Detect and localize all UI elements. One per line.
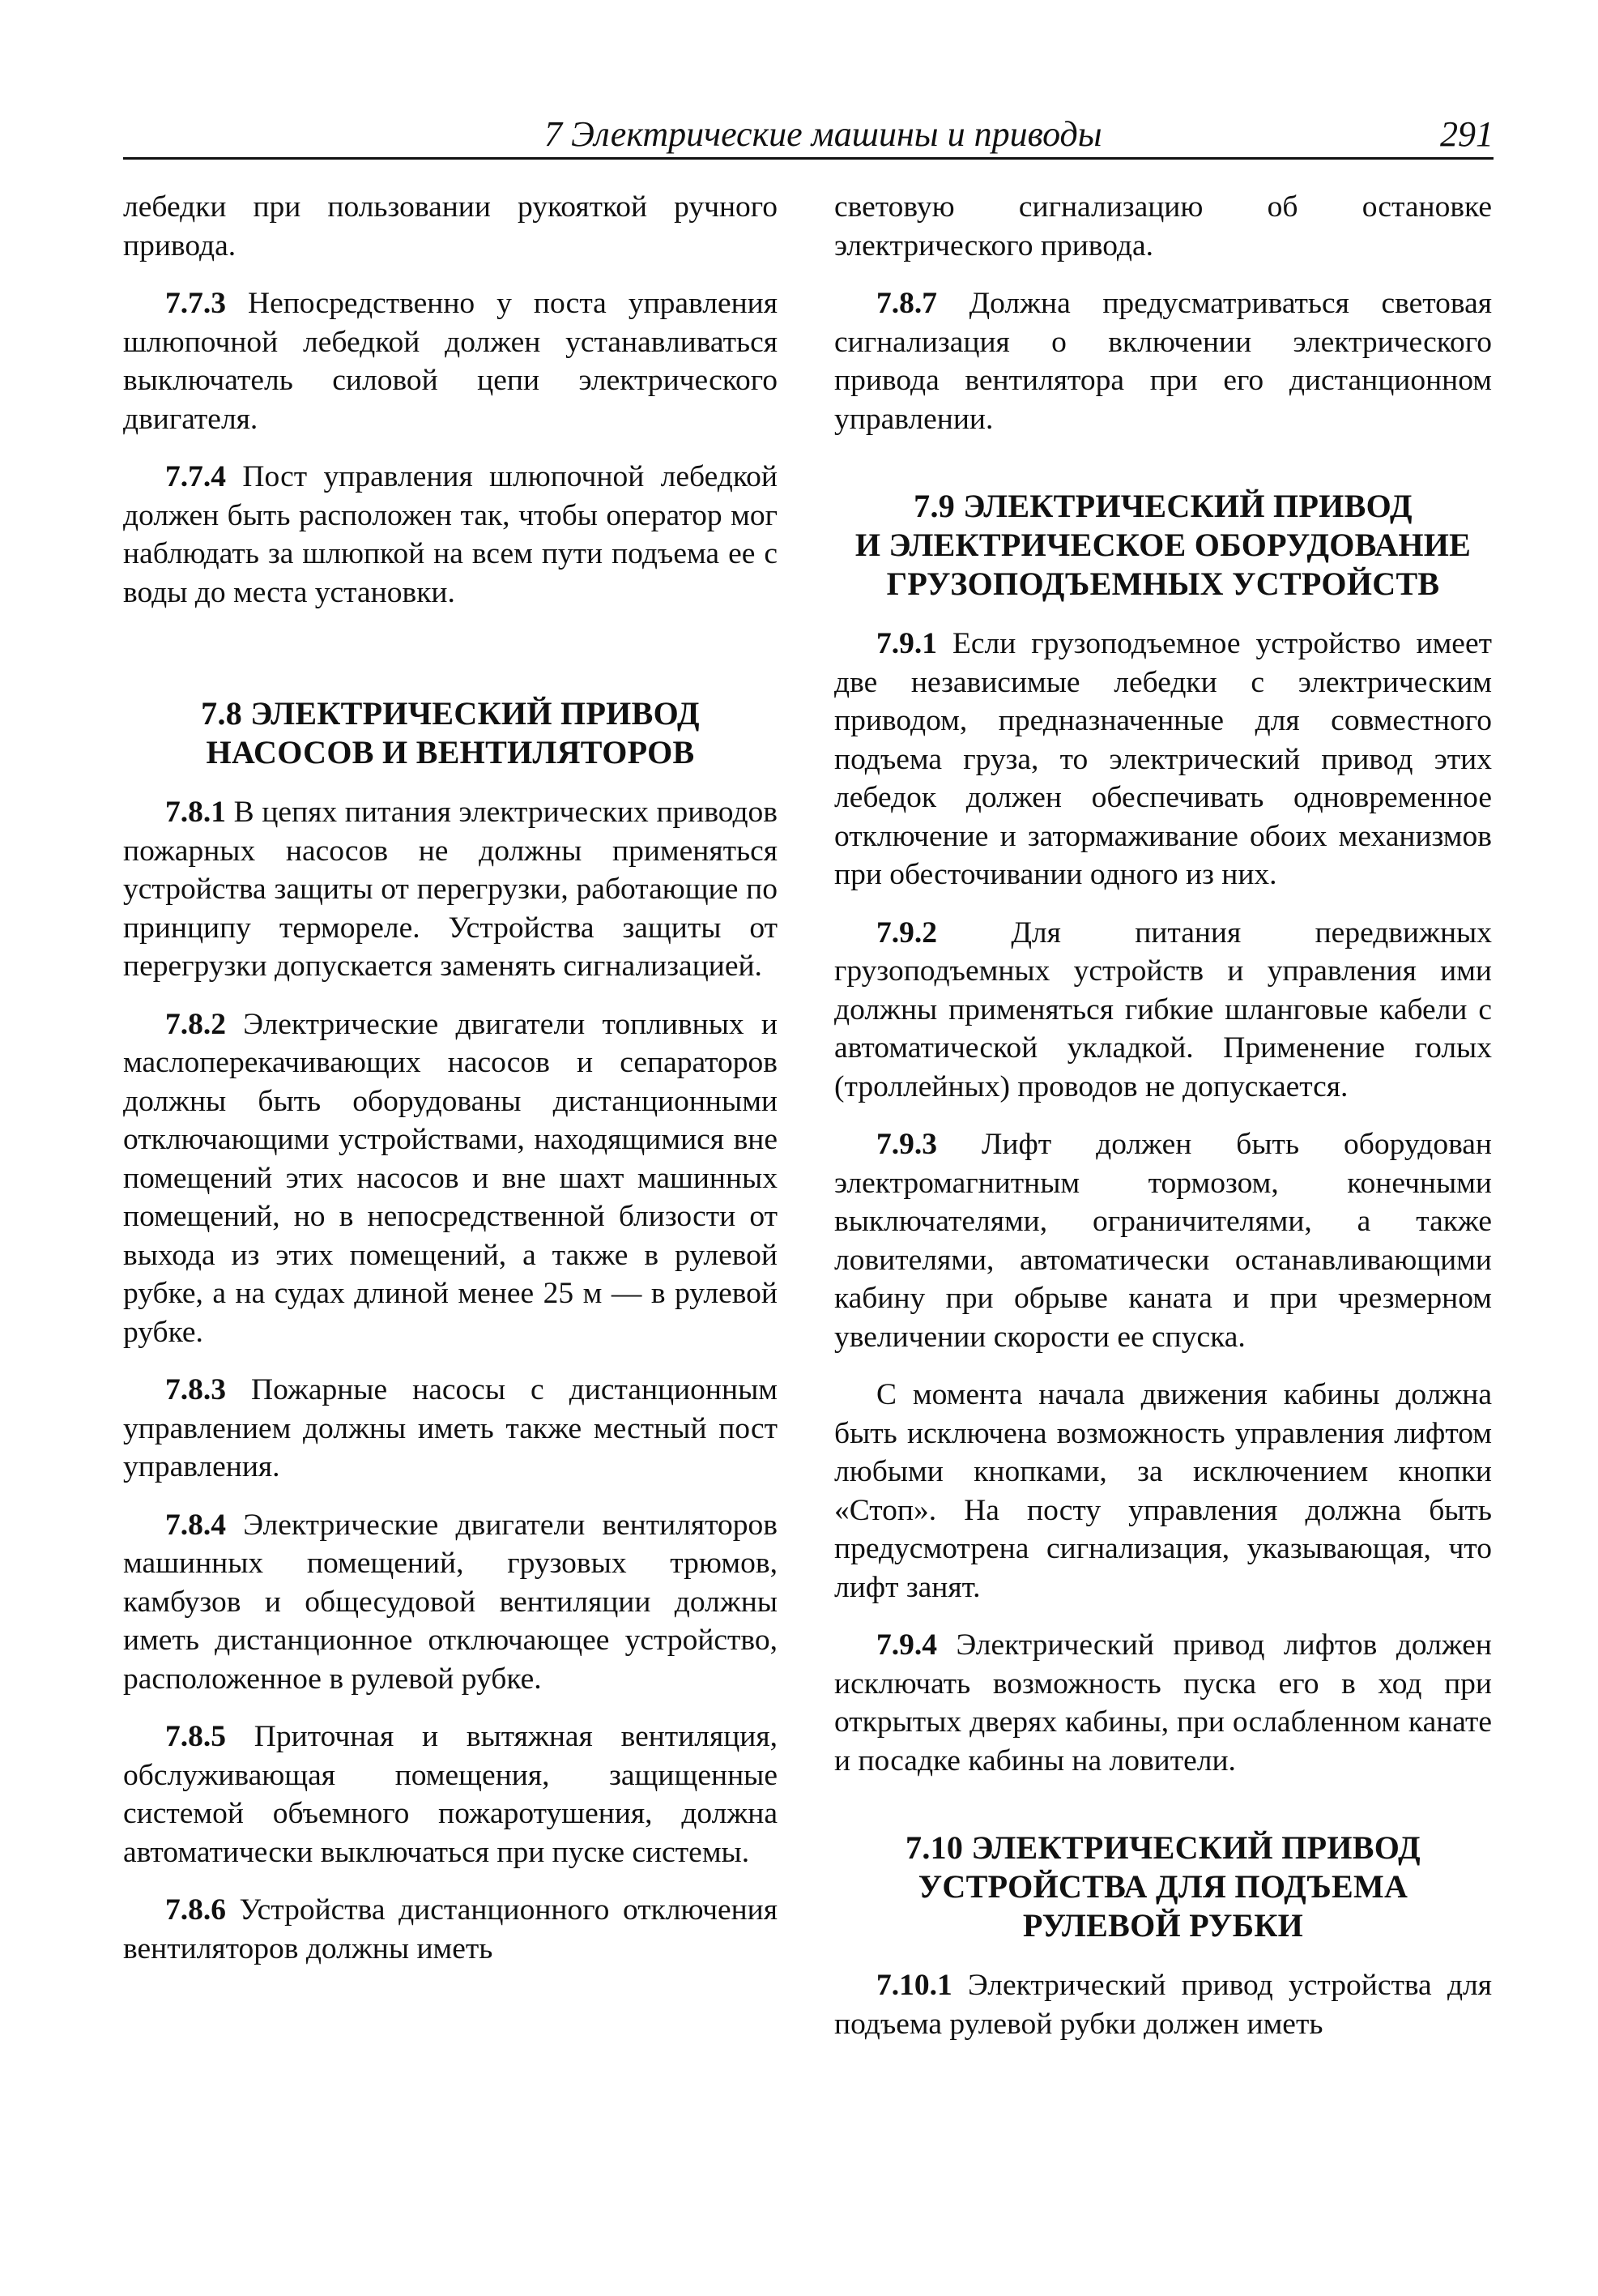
section-heading-7-9: 7.9 ЭЛЕКТРИЧЕСКИЙ ПРИВОД И ЭЛЕКТРИЧЕСКОЕ ОБОРУДОВАНИЕ ГРУЗОПОДЪЕМНЫХ УСТРОЙСТВ bbox=[854, 488, 1472, 602]
running-header bbox=[123, 112, 1494, 160]
clause-number: 7.8.1 bbox=[165, 796, 226, 829]
clause-number: 7.9.3 bbox=[876, 1128, 937, 1161]
clause-number: 7.9.1 bbox=[876, 627, 937, 660]
clause-number: 7.8.6 bbox=[165, 1893, 226, 1927]
clause-number: 7.8.3 bbox=[165, 1373, 226, 1406]
paragraph-7-9-1: 7.9.1 Если грузоподъемное устройство имеет две независимые лебедки с электрическим приводом, предназначенные для совместного подъема груза, то электрический привод этих лебедок должен обеспечивать одновременное отключение и затормаживание обоих механизмов при обесточивании одного из них. bbox=[834, 627, 1492, 891]
paragraph-7-8-1: 7.8.1 В цепях питания электрических приводов пожарных насосов не должны применяться устройства защиты от перегрузки, работающие по принципу термореле. Устройства защиты от перегрузки допускается заменять сигнализацией. bbox=[123, 796, 778, 983]
paragraph-7-9-3-continued: С момента начала движения кабины должна быть исключена возможность управления лифтом любыми кнопками, за исключением кнопки «Стоп». На посту управления должна быть предусмотрена сигнализация, указывающая, что лифт занят. bbox=[834, 1378, 1492, 1604]
paragraph-continued: световую сигнализацию об остановке электрического привода. bbox=[834, 190, 1492, 262]
header-title: 7 Электрические машины и приводы bbox=[544, 114, 1102, 154]
section-heading-7-8: 7.8 ЭЛЕКТРИЧЕСКИЙ ПРИВОД НАСОСОВ И ВЕНТИЛЯТОРОВ bbox=[201, 695, 700, 770]
clause-number: 7.8.4 bbox=[165, 1508, 226, 1542]
paragraph-7-9-4: 7.9.4 Электрический привод лифтов должен исключать возможность пуска его в ход при открытых дверях кабины, при ослабленном канате и посадке кабины на ловители. bbox=[834, 1628, 1492, 1777]
clause-number: 7.9.4 bbox=[876, 1628, 937, 1662]
paragraph-continued: лебедки при пользовании рукояткой ручного привода. bbox=[123, 190, 778, 262]
paragraph-7-8-6: 7.8.6 Устройства дистанционного отключения вентиляторов должны иметь bbox=[123, 1893, 778, 1965]
clause-number: 7.7.4 bbox=[165, 460, 226, 493]
paragraph-7-9-3: 7.9.3 Лифт должен быть оборудован электромагнитным тормозом, конечными выключателями, ограничителями, а также ловителями, автоматически останавливающими кабину при обрыве каната и при чрезмерном увеличении скорости ее спуска. bbox=[834, 1128, 1492, 1354]
clause-number: 7.8.5 bbox=[165, 1720, 226, 1753]
paragraph-7-9-2: 7.9.2 Для питания передвижных грузоподъемных устройств и управления ими должны применяться гибкие шланговые кабели с автоматической укладкой. Применение голых (троллейных) проводов не допускается. bbox=[834, 915, 1492, 1103]
section-heading-7-10: 7.10 ЭЛЕКТРИЧЕСКИЙ ПРИВОД УСТРОЙСТВА ДЛЯ ПОДЪЕМА РУЛЕВОЙ РУБКИ bbox=[906, 1829, 1421, 1944]
paragraph-7-7-3: 7.7.3 Непосредственно у поста управления шлюпочной лебедкой должен устанавливаться выключатель силовой цепи электрического двигателя. bbox=[123, 287, 778, 436]
paragraph-7-8-4: 7.8.4 Электрические двигатели вентиляторов машинных помещений, грузовых трюмов, камбузов и общесудовой вентиляции должны иметь дистанционное отключающее устройство, расположенное в рулевой рубке. bbox=[123, 1508, 778, 1696]
paragraph-7-8-7: 7.8.7 Должна предусматриваться световая сигнализация о включении электрического привода вентилятора при его дистанционном управлении. bbox=[834, 287, 1492, 436]
right-column bbox=[834, 188, 1492, 2063]
clause-number: 7.10.1 bbox=[876, 1969, 952, 2002]
paragraph-7-8-3: 7.8.3 Пожарные насосы с дистанционным управлением должны иметь также местный пост управления. bbox=[123, 1373, 778, 1483]
paragraph-7-7-4: 7.7.4 Пост управления шлюпочной лебедкой должен быть расположен так, чтобы оператор мог наблюдать за шлюпкой на всем пути подъема ее с воды до места установки. bbox=[123, 460, 778, 609]
clause-number: 7.8.2 bbox=[165, 1007, 226, 1041]
clause-number: 7.8.7 bbox=[876, 287, 937, 320]
page-number: 291 bbox=[1440, 114, 1494, 154]
clause-number: 7.7.3 bbox=[165, 287, 226, 320]
paragraph-7-10-1: 7.10.1 Электрический привод устройства для подъема рулевой рубки должен иметь bbox=[834, 1969, 1492, 2041]
left-column bbox=[123, 188, 778, 1987]
paragraph-7-8-2: 7.8.2 Электрические двигатели топливных и маслоперекачивающих насосов и сепараторов должны быть оборудованы дистанционными отключающими устройствами, находящимися вне помещений этих насосов и вне шахт машинных помещений, но в непосредственной близости от выхода из этих помещений, а также в рулевой рубке, а на судах длиной менее 25 м — в рулевой рубке. bbox=[123, 1007, 778, 1349]
paragraph-7-8-5: 7.8.5 Приточная и вытяжная вентиляция, обслуживающая помещения, защищенные системой объемного пожаротушения, должна автоматически выключаться при пуске системы. bbox=[123, 1720, 778, 1869]
clause-number: 7.9.2 bbox=[876, 915, 937, 950]
